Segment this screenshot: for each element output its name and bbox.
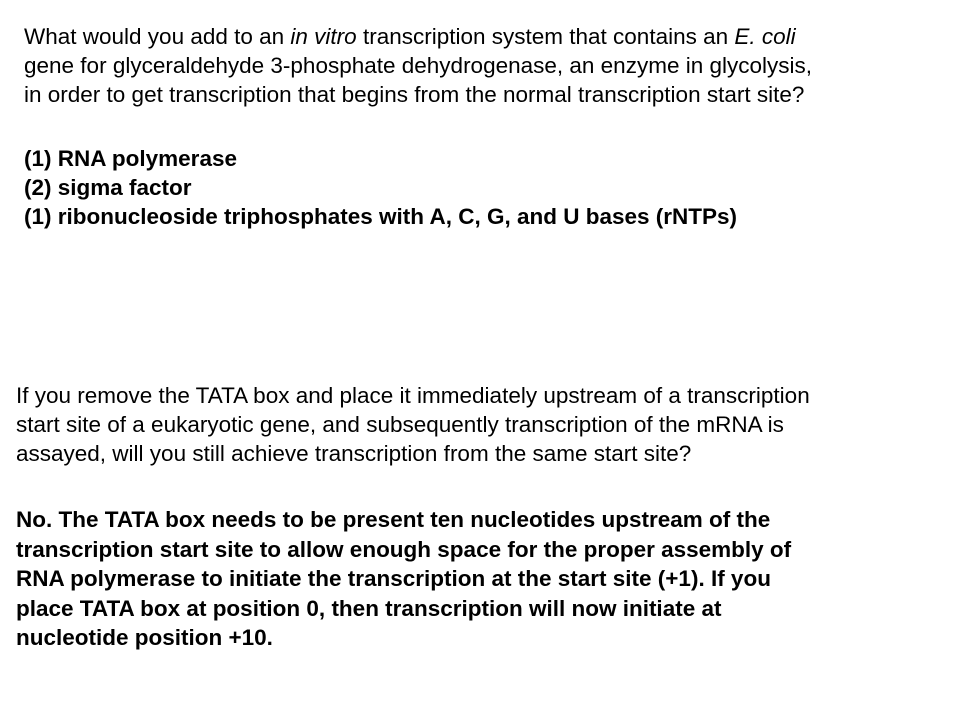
question-1-line-2: gene for glyceraldehyde 3-phosphate dehydrogenase, an enzyme in glycolysis, xyxy=(24,53,812,78)
answer-1-item: (2) sigma factor xyxy=(24,175,192,200)
answer-2 xyxy=(16,505,956,653)
question-1-text-c: transcription system that contains an xyxy=(356,24,735,49)
question-2-line: If you remove the TATA box and place it immediately upstream of a transcription xyxy=(16,383,810,408)
question-1 xyxy=(24,22,954,109)
answer-1-item: (1) ribonucleoside triphosphates with A, C, G, and U bases (rNTPs) xyxy=(24,204,738,229)
question-1-line-3: in order to get transcription that begins from the normal transcription start site? xyxy=(24,82,805,107)
question-1-text-a: What would you add to an xyxy=(24,24,291,49)
answer-2-line: nucleotide position +10. xyxy=(16,625,273,650)
question-1-line-1 xyxy=(24,22,954,51)
question-2 xyxy=(16,381,956,468)
answer-1 xyxy=(24,144,954,231)
question-2-line: assayed, will you still achieve transcription from the same start site? xyxy=(16,441,692,466)
question-2-line: start site of a eukaryotic gene, and subsequently transcription of the mRNA is xyxy=(16,412,784,437)
e-coli-term: E. coli xyxy=(734,24,796,49)
answer-2-line: RNA polymerase to initiate the transcription at the start site (+1). If you xyxy=(16,566,771,591)
answer-1-item: (1) RNA polymerase xyxy=(24,146,237,171)
answer-2-line: place TATA box at position 0, then transcription will now initiate at xyxy=(16,595,722,621)
in-vitro-term: in vitro xyxy=(290,24,357,49)
answer-2-line: No. The TATA box needs to be present ten nucleotides upstream of the xyxy=(16,507,771,532)
answer-2-line: transcription start site to allow enough space for the proper assembly of xyxy=(16,536,792,562)
